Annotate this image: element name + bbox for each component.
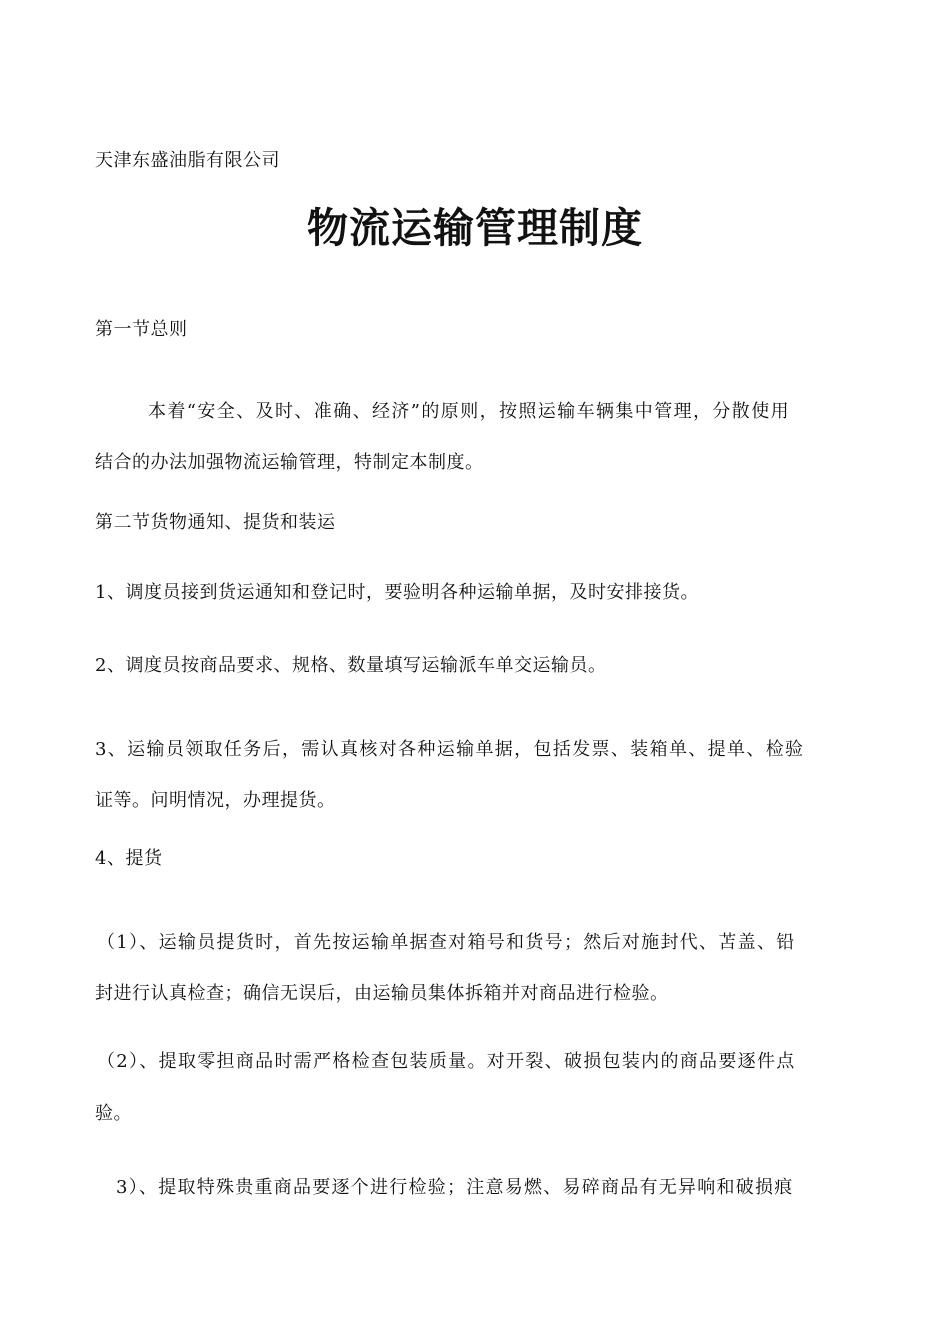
- document-title: 物流运输管理制度: [307, 204, 643, 252]
- paragraph-line: 结合的办法加强物流运输管理，特制定本制度。: [95, 452, 484, 473]
- sub-item: （1）、运输员提货时，首先按运输单据查对箱号和货号；然后对施封代、苫盖、铅: [97, 932, 796, 953]
- sub-item: （2）、提取零担商品时需严格检查包装质量。对开裂、破损包装内的商品要逐件点: [97, 1051, 796, 1072]
- list-item: 4、提货: [95, 848, 163, 869]
- list-item: 2、调度员按商品要求、规格、数量填写运输派车单交运输员。: [95, 655, 607, 676]
- section-heading-pickup: 第二节货物通知、提货和装运: [95, 512, 336, 533]
- company-name: 天津东盛油脂有限公司: [95, 150, 280, 171]
- list-item-continued: 证等。问明情况，办理提货。: [95, 790, 336, 811]
- sub-item-continued: 封进行认真检查；确信无误后，由运输员集体拆箱并对商品进行检验。: [95, 983, 669, 1004]
- section-heading-general: 第一节总则: [95, 319, 188, 340]
- paragraph-line: 本着“安全、及时、准确、经济”的原则，按照运输车辆集中管理，分散使用: [148, 401, 791, 422]
- sub-item-continued: 验。: [95, 1103, 132, 1124]
- list-item: 1、调度员接到货运通知和登记时，要验明各种运输单据，及时安排接货。: [95, 582, 699, 603]
- sub-item: 3）、提取特殊贵重商品要逐个进行检验；注意易燃、易碎商品有无异响和破损痕: [116, 1177, 794, 1198]
- list-item: 3、运输员领取任务后，需认真核对各种运输单据，包括发票、装箱单、提单、检验: [95, 739, 805, 760]
